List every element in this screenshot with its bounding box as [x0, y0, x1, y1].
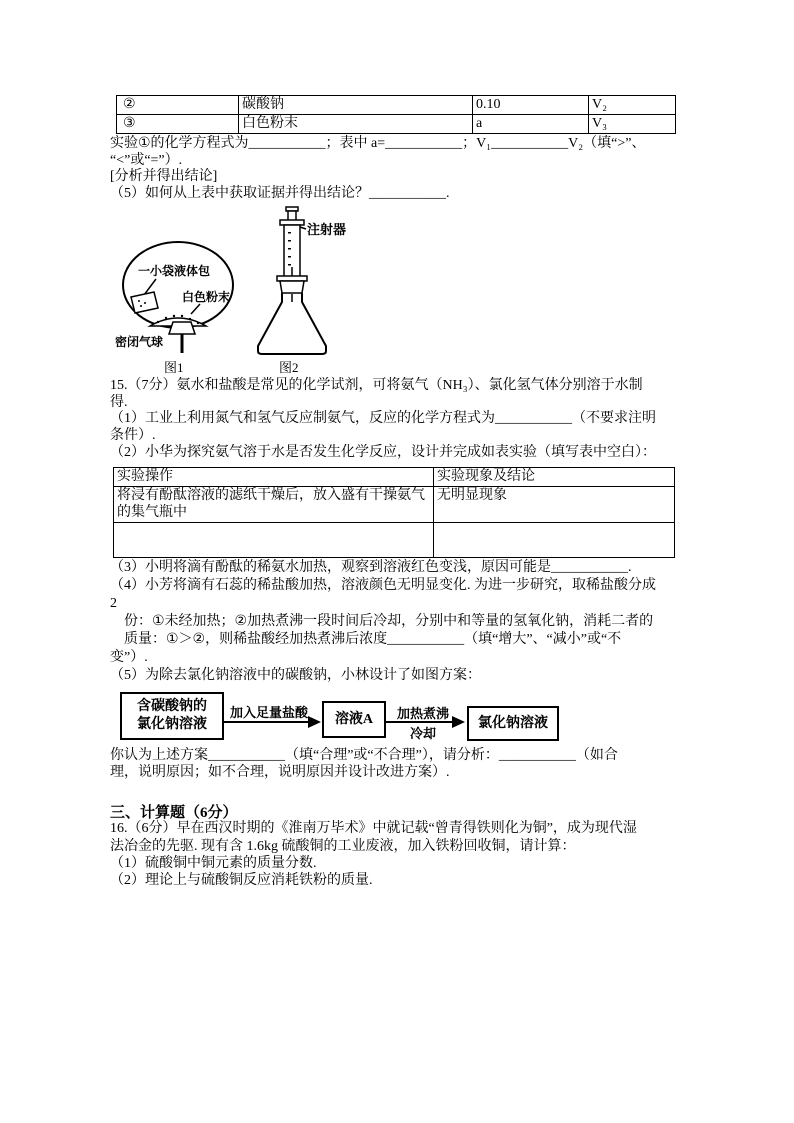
cell-substance: 白色粉末 [239, 115, 473, 134]
powder-dot [165, 317, 167, 319]
syringe-scale-mark [288, 256, 291, 258]
balloon-clamp [169, 322, 195, 334]
cell-volume: V₂ [589, 96, 676, 115]
equation-blank-line-cont: “<”或“=”）. [110, 153, 183, 168]
flow-arrow1-label: 加入足量盐酸 [229, 705, 308, 720]
flow-arrow2-label-line2: 冷却 [409, 726, 436, 741]
q15-intro-line1: 15.（7分）氨水和盐酸是常见的化学试剂，可将氨气（NH₃）、氯化氢气体分别溶于水制 [110, 378, 643, 393]
powder-dot [197, 322, 199, 324]
table-row [117, 115, 676, 134]
powder-dot [173, 315, 175, 317]
table-row [117, 96, 676, 115]
syringe-scale-mark [288, 240, 291, 242]
cell-exp-number: ② [117, 96, 239, 115]
scheme-evaluation-line2: 理，说明原因；如不合理，说明原因并设计改进方案）. [110, 765, 450, 780]
cell-substance: 碳酸钠 [239, 96, 473, 115]
q15-sub4-line5: 变”）. [110, 650, 148, 665]
flow-arrow1-shaft [222, 721, 308, 723]
syringe-label: 注射器 [307, 222, 347, 237]
table-header-row [114, 468, 675, 487]
flow-box-source-line1: 含碳酸钠的 [137, 699, 207, 714]
rubber-stopper [280, 281, 304, 293]
syringe-label-leader [300, 227, 306, 229]
cell-result: 无明显现象 [434, 487, 675, 523]
apparatus-figure [110, 205, 370, 377]
table-row-empty [114, 523, 675, 558]
q15-sub5-line: （5）为除去氯化钠溶液中的碳酸钠，小林设计了如图方案： [110, 668, 481, 683]
figure1-caption: 图1 [164, 360, 184, 375]
flow-box-source-line2: 氯化钠溶液 [137, 717, 207, 732]
q15-sub1-line2: 条件）. [110, 428, 156, 443]
flow-arrow2-label-line1: 加热煮沸 [396, 706, 449, 721]
experiment-operation-table [113, 467, 675, 558]
question-5-evidence-line: （5）如何从上表中获取证据并得出结论？___________. [110, 186, 450, 201]
flow-box-source-solution [120, 692, 224, 740]
q15-sub2-line: （2）小华为探究氨气溶于水是否发生化学反应，设计并完成如表实验（填写表中空白）： [110, 445, 656, 460]
flow-box-nacl-solution [467, 706, 559, 741]
flow-box-nacl-label: 氯化钠溶液 [478, 715, 548, 731]
powder-dot [181, 315, 183, 317]
col-header-operation: 实验操作 [114, 468, 434, 487]
experiment-data-table [116, 95, 676, 134]
q16-sub2-line: （2）理论上与硫酸铜反应消耗铁粉的质量. [110, 873, 373, 888]
section3-title: 三、计算题（6分） [110, 805, 238, 821]
q15-intro-line2: 得. [110, 395, 128, 410]
cell-value: 0.10 [473, 96, 589, 115]
conical-flask [258, 293, 326, 354]
bag-dot [138, 300, 140, 302]
syringe-scale-mark [288, 264, 291, 266]
white-powder-label: 白色粉末 [182, 290, 231, 304]
flow-box-solution-a [322, 701, 386, 738]
sealed-balloon-label: 密闭气球 [115, 335, 164, 349]
table-row [114, 487, 675, 523]
q15-sub4-line1: （4）小芳将滴有石蕊的稀盐酸加热，溶液颜色无明显变化. 为进一步研究，取稀盐酸分成 [110, 578, 656, 593]
powder-dot [189, 318, 191, 320]
bag-dot [144, 302, 146, 304]
q16-intro-line1: 16.（6分）早在西汉时期的《淮南万毕术》中就记载“曾青得铁则化为铜”，成为现代湿 [110, 821, 637, 836]
analysis-conclusion-heading: [分析并得出结论] [110, 169, 218, 184]
q16-sub1-line: （1）硫酸铜中铜元素的质量分数. [110, 856, 317, 871]
col-header-result: 实验现象及结论 [434, 468, 675, 487]
liquid-bag-label: 一小袋液体包 [138, 264, 211, 278]
q16-intro-line2: 法冶金的先驱. 现有含 1.6kg 硫酸铜的工业废液，加入铁粉回收铜，请计算： [110, 839, 576, 854]
cell-operation-blank [114, 523, 434, 558]
syringe-scale-mark [288, 232, 291, 234]
cell-exp-number: ③ [117, 115, 239, 134]
cell-result-blank [434, 523, 675, 558]
q15-sub3-line: （3）小明将滴有酚酞的稀氨水加热，观察到溶液红色变浅，原因可能是___________. [110, 560, 632, 575]
q15-sub1-line1: （1）工业上利用氮气和氢气反应制氨气，反应的化学方程式为___________（不要求注明 [110, 411, 656, 426]
q15-sub4-line2: 2 [110, 596, 117, 611]
bag-dot [140, 305, 142, 307]
powder-dot [157, 321, 159, 323]
equation-blank-line: 实验①的化学方程式为___________；表中 a=___________；V₁___________V₂（填“>”、 [110, 136, 646, 151]
cell-operation: 将浸有酚酞溶液的滤纸干燥后，放入盛有干操氨气的集气瓶中 [114, 487, 434, 523]
q15-sub4-line4: 质量：①＞②，则稀盐酸经加热煮沸后浓度___________（填“增大”、“减小”或“不 [110, 632, 622, 647]
figure2-caption: 图2 [279, 360, 299, 375]
syringe-scale-mark [288, 248, 291, 250]
q15-sub4-line3: 份：①未经加热；②加热煮沸一段时间后冷却，分别中和等量的氢氧化钠，消耗二者的 [110, 614, 654, 629]
cell-volume: V₃ [589, 115, 676, 134]
flow-box-solution-a-label: 溶液A [334, 711, 374, 727]
cell-value: a [473, 115, 589, 134]
sealed-balloon-outline [123, 242, 233, 328]
scheme-evaluation-line1: 你认为上述方案___________（填“合理”或“不合理”），请分析：___________（如合 [110, 748, 618, 763]
